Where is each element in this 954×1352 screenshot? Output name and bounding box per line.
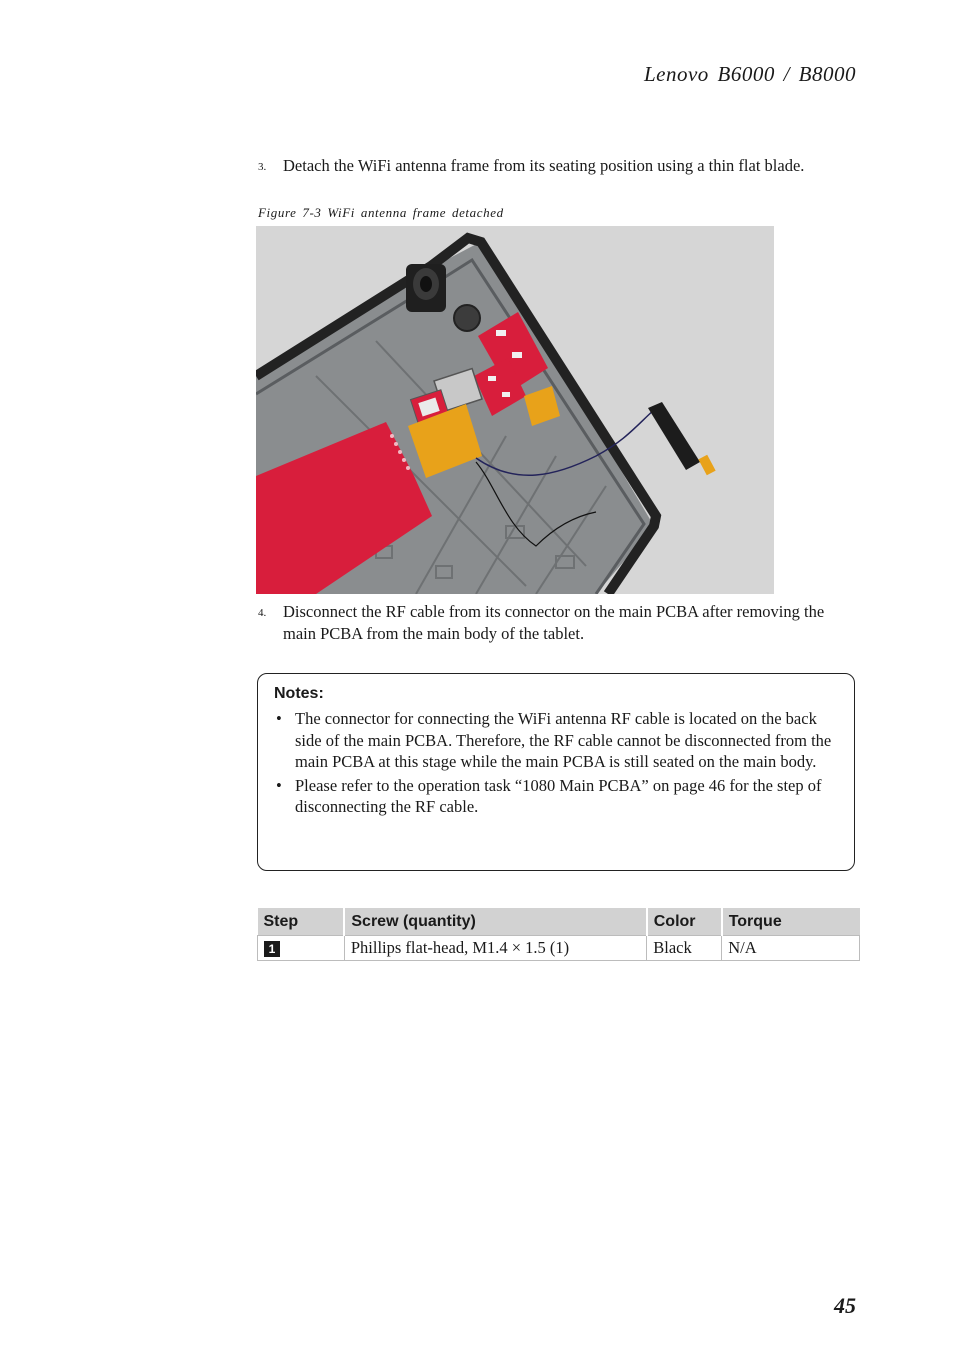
figure-photo (256, 226, 774, 594)
notes-item-text: The connector for connecting the WiFi antenna RF cable is located on the back side of the main PCBA. Therefore, the RF cable cannot be disconnected from the main PCBA at this stage while the main PCBA is still seated on the main body. (295, 709, 832, 771)
notes-box (257, 673, 855, 871)
wifi-antenna-frame (648, 402, 716, 475)
bullet-mark: • (276, 775, 282, 795)
document-header-title: Lenovo B6000 / B8000 (643, 62, 856, 86)
figure-caption: Figure 7-3 WiFi antenna frame detached (258, 205, 504, 220)
step-3 (258, 155, 858, 177)
table-row (258, 936, 860, 961)
step-4-text: Disconnect the RF cable from its connector on the main PCBA after removing the main PCBA from the main body of the tablet. (283, 602, 825, 643)
vibration-motor (454, 305, 480, 331)
step-3-number: 3. (258, 161, 267, 173)
step-3-text: Detach the WiFi antenna frame from its seating position using a thin flat blade. (283, 156, 805, 175)
notes-title: Notes: (274, 685, 324, 702)
notes-item-text: Please refer to the operation task “1080 Main PCBA” on page 46 for the step of disconnecting the RF cable. (295, 775, 822, 816)
page-number: 45 (834, 1293, 856, 1318)
step-number-badge: 1 (264, 941, 280, 957)
column-header-torque: Torque (722, 908, 860, 936)
cell-color: Black (647, 936, 722, 961)
notes-list (274, 708, 840, 820)
column-header-step: Step (258, 908, 345, 936)
table-header-row (258, 908, 860, 936)
cell-step (258, 936, 345, 961)
column-header-color: Color (647, 908, 722, 936)
step-4 (258, 601, 858, 644)
hinge-block (406, 264, 446, 312)
step-4-number: 4. (258, 607, 267, 619)
cell-screw: Phillips flat-head, M1.4 × 1.5 (1) (344, 936, 646, 961)
tablet-interior-illustration (256, 226, 774, 594)
column-header-screw: Screw (quantity) (344, 908, 646, 936)
cell-torque: N/A (722, 936, 860, 961)
bullet-mark: • (276, 709, 282, 728)
notes-item (274, 775, 840, 818)
screw-table (257, 908, 860, 961)
notes-item (274, 708, 840, 773)
